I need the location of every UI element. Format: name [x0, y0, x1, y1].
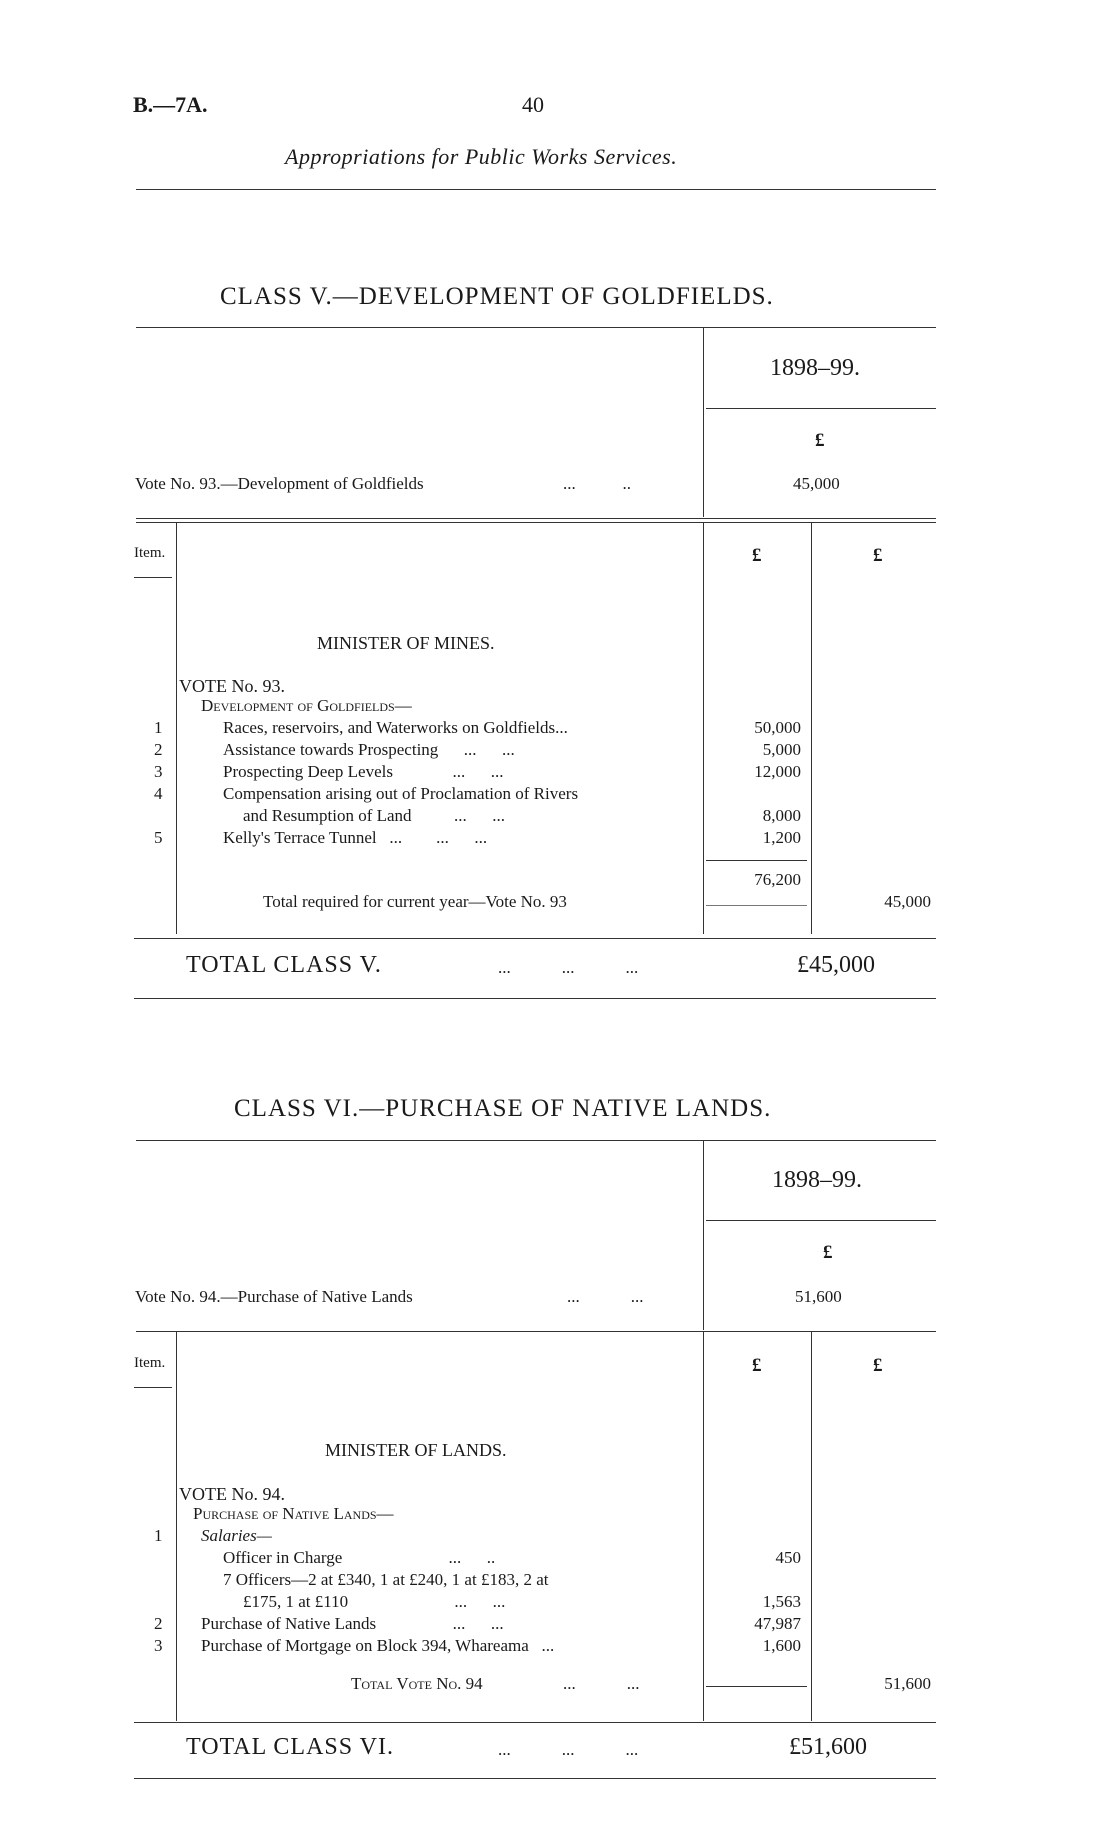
class-v-title-rule: [136, 327, 936, 328]
class-v-item-header: Item.: [134, 545, 166, 561]
list-item-amount: 1,200: [762, 828, 801, 847]
class-vi-class-total-dots: ... ... ...: [498, 1740, 639, 1759]
class-vi-year-rule: [706, 1220, 936, 1221]
list-item-amount: 50,000: [754, 718, 801, 737]
list-item-text: £175, 1 at £110 ... ...: [243, 1592, 506, 1611]
class-vi-col1-divider: [703, 1331, 704, 1721]
class-vi-col2-pound: £: [873, 1355, 883, 1376]
list-item-text: Purchase of Mortgage on Block 394, Whareama ...: [201, 1636, 555, 1655]
class-vi-title: CLASS VI.—PURCHASE OF NATIVE LANDS.: [234, 1095, 772, 1122]
class-vi-col1-pound: £: [752, 1355, 762, 1376]
list-item-no: 2: [154, 740, 163, 759]
list-item-amount: 8,000: [762, 806, 801, 825]
class-v-subtotal: 76,200: [754, 870, 801, 889]
list-item-no: 3: [154, 1636, 163, 1655]
class-vi-total-amount: 51,600: [884, 1674, 931, 1693]
class-v-double-rule-a: [136, 518, 936, 519]
page-ref: B.—7A.: [133, 92, 208, 117]
class-vi-item-divider: [176, 1331, 177, 1721]
header-rule: [136, 189, 936, 190]
list-item-no: 3: [154, 762, 163, 781]
list-item-text: and Resumption of Land ... ...: [243, 806, 506, 825]
class-v-col1-pound: £: [752, 545, 762, 566]
list-item-text: Officer in Charge ... ..: [223, 1548, 496, 1567]
class-v-item-rule: [134, 577, 172, 578]
class-v-title: CLASS V.—DEVELOPMENT OF GOLDFIELDS.: [220, 283, 774, 310]
class-v-class-total-amount: £45,000: [797, 952, 875, 978]
page-number: 40: [522, 92, 544, 117]
class-vi-item-rule: [134, 1387, 172, 1388]
class-vi-pound: £: [823, 1242, 833, 1263]
list-item-no: 1: [154, 1526, 163, 1545]
class-v-total-top-rule: [134, 938, 936, 939]
list-item-no: 1: [154, 718, 163, 737]
list-item-no: 5: [154, 828, 163, 847]
class-vi-title-rule: [136, 1140, 936, 1141]
class-v-group: Development of Goldfields—: [201, 696, 412, 715]
class-vi-vote-label: Vote No. 94.—Purchase of Native Lands: [135, 1287, 413, 1306]
class-v-minister: MINISTER OF MINES.: [317, 633, 495, 653]
class-v-year-rule: [706, 408, 936, 409]
class-v-vote-amount: 45,000: [793, 474, 840, 493]
class-v-double-rule-b: [136, 522, 936, 523]
list-item-no: 2: [154, 1614, 163, 1633]
class-v-class-total-label: TOTAL CLASS V.: [186, 952, 382, 978]
class-v-year: 1898–99.: [770, 355, 860, 381]
list-item-text: Compensation arising out of Proclamation of Rivers: [223, 784, 579, 803]
class-vi-minister: MINISTER OF LANDS.: [325, 1440, 507, 1460]
class-vi-vote-no: VOTE No. 94.: [179, 1484, 285, 1504]
class-vi-total-rule: [706, 1686, 807, 1687]
list-item-amount: 450: [775, 1548, 801, 1567]
list-item-text: Assistance towards Prospecting ... ...: [223, 740, 515, 759]
class-v-pound: £: [815, 430, 825, 451]
list-item-amount: 1,600: [762, 1636, 801, 1655]
list-item-amount: 47,987: [754, 1614, 801, 1633]
class-vi-year: 1898–99.: [772, 1167, 862, 1193]
class-v-total-label: Total required for current year—Vote No. 93: [263, 892, 567, 911]
class-vi-summary-rule: [136, 1331, 936, 1332]
class-vi-item-header: Item.: [134, 1355, 166, 1371]
list-item-text: Kelly's Terrace Tunnel ... ... ...: [223, 828, 488, 847]
class-v-subtotal-rule: [706, 860, 807, 861]
list-item-text: Prospecting Deep Levels ... ...: [223, 762, 504, 781]
class-vi-summary-divider: [703, 1140, 704, 1330]
class-v-col2-pound: £: [873, 545, 883, 566]
list-item-text: Purchase of Native Lands ... ...: [201, 1614, 504, 1633]
class-v-col2-divider: [811, 522, 812, 934]
class-v-class-total-dots: ... ... ...: [498, 958, 639, 977]
class-vi-class-total-amount: £51,600: [789, 1734, 867, 1760]
page-subtitle: Appropriations for Public Works Services.: [285, 144, 678, 169]
class-vi-group: Purchase of Native Lands—: [193, 1504, 394, 1523]
class-v-vote-label: Vote No. 93.—Development of Goldfields: [135, 474, 424, 493]
class-vi-col2-divider: [811, 1331, 812, 1721]
class-v-vote-dots: ... ..: [563, 474, 631, 493]
class-vi-total-label: Total Vote No. 94: [351, 1674, 483, 1693]
list-item-amount: 5,000: [762, 740, 801, 759]
class-v-vote-no: VOTE No. 93.: [179, 676, 285, 696]
class-v-total-rule: [706, 905, 807, 906]
class-vi-total-top-rule: [134, 1722, 936, 1723]
class-v-item-divider: [176, 522, 177, 934]
class-vi-salaries: Salaries—: [201, 1526, 272, 1545]
class-vi-total-dots: ... ...: [563, 1674, 640, 1693]
class-v-summary-divider: [703, 327, 704, 517]
class-v-total-amount: 45,000: [884, 892, 931, 911]
class-vi-total-bottom-rule: [134, 1778, 936, 1779]
class-v-col1-divider: [703, 522, 704, 934]
list-item-no: 4: [154, 784, 163, 803]
class-vi-vote-dots: ... ...: [567, 1287, 644, 1306]
class-vi-vote-amount: 51,600: [795, 1287, 842, 1306]
list-item-amount: 12,000: [754, 762, 801, 781]
list-item-text: Races, reservoirs, and Waterworks on Goldfields...: [223, 718, 568, 737]
class-vi-class-total-label: TOTAL CLASS VI.: [186, 1734, 394, 1760]
list-item-text: 7 Officers—2 at £340, 1 at £240, 1 at £183, 2 at: [223, 1570, 549, 1589]
list-item-amount: 1,563: [762, 1592, 801, 1611]
class-v-total-bottom-rule: [134, 998, 936, 999]
